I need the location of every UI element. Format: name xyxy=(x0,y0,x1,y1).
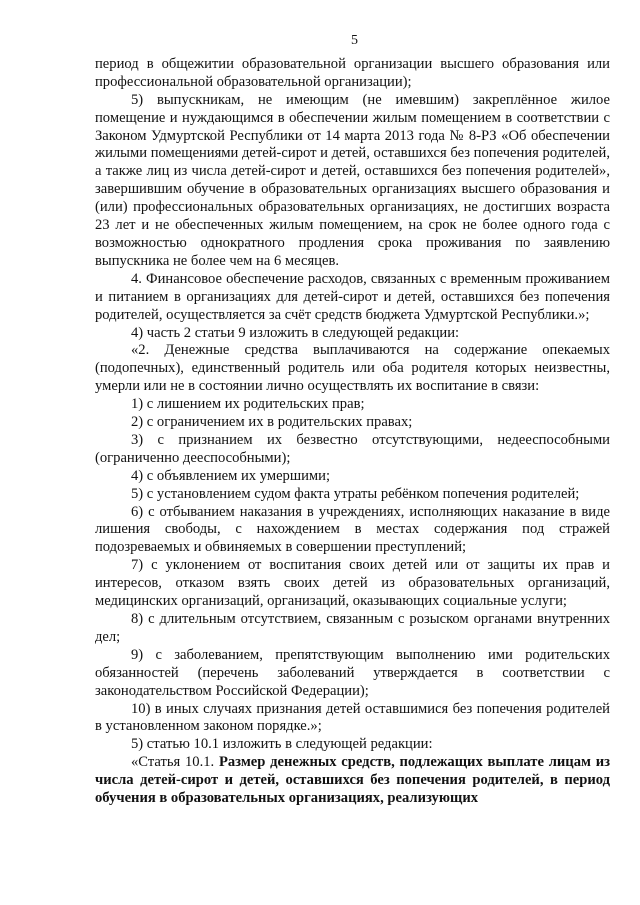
paragraph-amendment-4: 4) часть 2 статьи 9 изложить в следующей редакции: xyxy=(131,324,460,341)
article-prefix: «Статья 10.1. xyxy=(131,754,219,771)
article-title: Размер денежных средств, подлежащих выплате лицам из числа детей-сирот и детей, оставшихся без попечения родителей, в период обучения в образовательных организациях, реализующих xyxy=(95,754,610,807)
paragraph-continuation: период в общежитии образовательной организации высшего образования или профессиональной образовательной организации); xyxy=(95,55,610,90)
list-item: 9) с заболеванием, препятствующим выполнению ими родительских обязанностей (перечень заболеваний утверждается в соответствии с законодательством Российской Федерации); xyxy=(95,646,610,699)
paragraph-part-2: «2. Денежные средства выплачиваются на содержание опекаемых (подопечных), единственный родитель или оба родителя которых неизвестны, умерли или не в состоянии лично осуществлять их воспитание в связи: xyxy=(95,342,610,395)
list-item: 2) с ограничением их в родительских правах; xyxy=(131,414,413,431)
list-item: 5) с установлением судом факта утраты ребёнком попечения родителей; xyxy=(131,485,580,502)
list-item: 10) в иных случаях признания детей оставшимися без попечения родителей в установленном законом порядке.»; xyxy=(95,700,610,735)
list-item: 8) с длительным отсутствием, связанным с розыском органами внутренних дел; xyxy=(95,611,610,645)
list-item: 6) с отбыванием наказания в учреждениях, исполняющих наказание в виде лишения свободы, с нахождением в местах содержания под стражей подозреваемых и обвиняемых в совершении преступлений; xyxy=(95,503,610,556)
page-number: 5 xyxy=(351,33,358,48)
paragraph-amendment-5: 5) статью 10.1 изложить в следующей редакции: xyxy=(131,736,433,753)
list-item: 1) с лишением их родительских прав; xyxy=(131,396,365,413)
list-item: 3) с признанием их безвестно отсутствующими, недееспособными (ограниченно дееспособными); xyxy=(95,431,610,466)
list-item: 4) с объявлением их умершими; xyxy=(131,467,331,484)
paragraph-item-5: 5) выпускникам, не имеющим (не имевшим) закреплённое жилое помещение и нуждающимся в обеспечении жилым помещением в соответствии с Законом Удмуртской Республики от 14 марта 2013 года № 8-РЗ «Об обеспечении жилыми помещениями детей-сирот и детей, оставшихся без попечения родителей, а также лиц из числа детей-сирот и детей, оставшихся без попечения родителей», завершившим обучение в образовательных организациях высшего образования и (или) профессиональных образовательных организациях, не достигших возраста 23 лет и не обеспеченных жилым помещением, на срок не более одного года с возможностью однократного продления срока проживания по заявлению выпускника не более чем на 6 месяцев. xyxy=(95,91,610,269)
paragraph-financing: 4. Финансовое обеспечение расходов, связанных с временным проживанием и питанием в организациях для детей-сирот и детей, оставшихся без попечения родителей, осуществляется за счёт средств бюджета Удмуртской Республики.»; xyxy=(95,270,610,323)
list-item: 7) с уклонением от воспитания своих детей или от защиты их прав и интересов, отказом взять своих детей из образовательных организаций, медицинских организаций, организаций, оказывающих социальные услуги; xyxy=(95,557,610,610)
article-heading xyxy=(95,754,610,808)
